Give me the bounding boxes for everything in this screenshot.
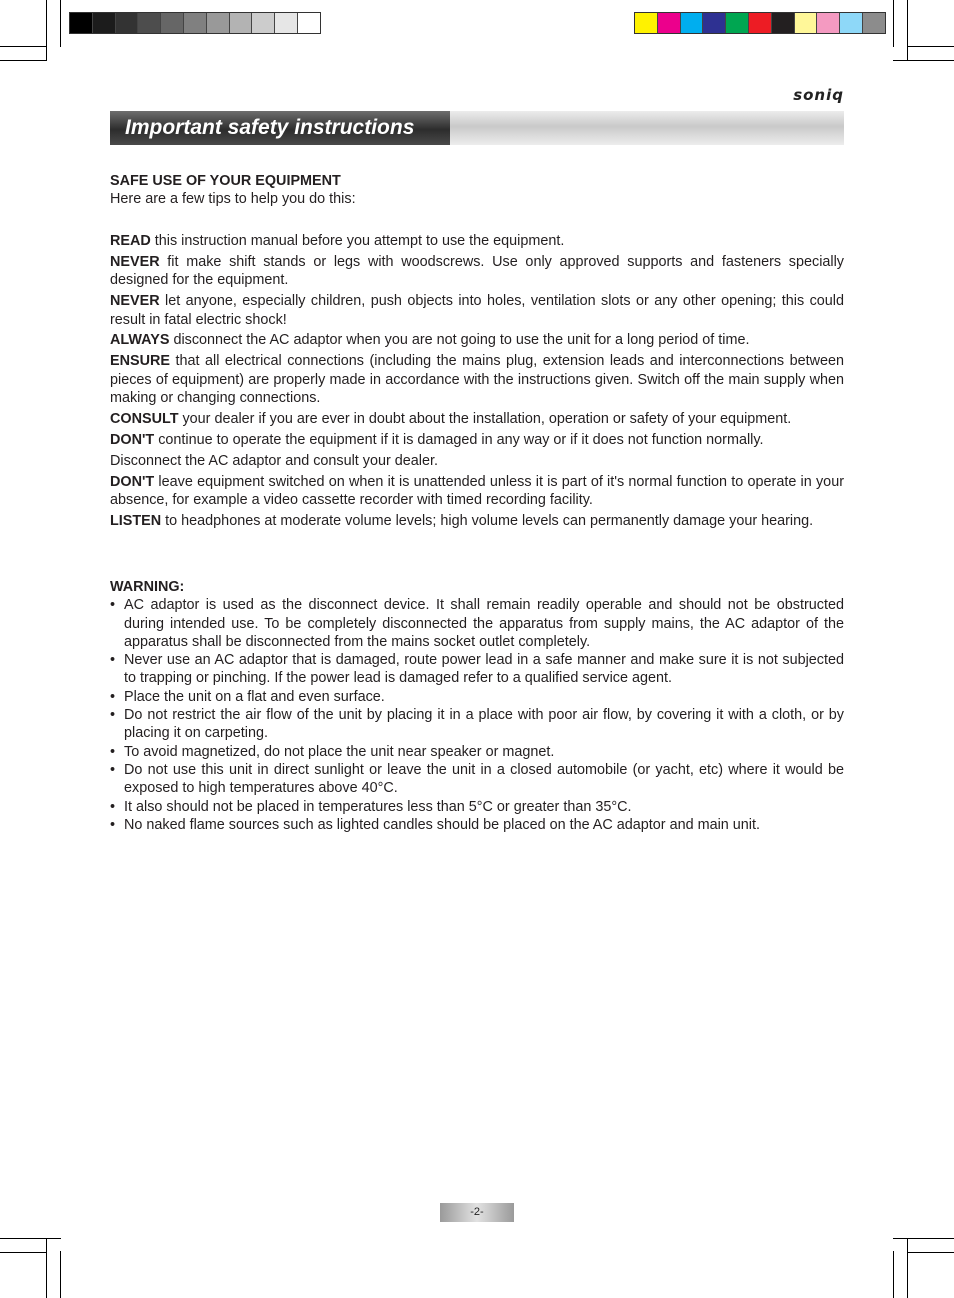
warning-item <box>110 596 844 651</box>
color-swatch <box>116 13 139 33</box>
crop-mark <box>893 0 894 47</box>
tip-text: let anyone, especially children, push objects into holes, ventilation slots or any other opening; this could result in fatal electric shock! <box>110 293 844 328</box>
tip-text: this instruction manual before you attempt to use the equipment. <box>150 233 565 250</box>
tip-keyword: DON'T <box>110 431 155 448</box>
warning-list <box>110 596 844 834</box>
crop-mark <box>907 1252 954 1253</box>
crop-mark <box>46 0 47 60</box>
tip-text: Disconnect the AC adaptor and consult your dealer. <box>110 452 438 469</box>
crop-mark <box>907 46 954 47</box>
crop-mark <box>0 60 47 61</box>
crop-mark <box>60 1251 61 1298</box>
crop-mark <box>0 1238 61 1239</box>
warning-text: To avoid magnetized, do not place the unit near speaker or magnet. <box>124 743 555 760</box>
page-title: Important safety instructions <box>125 116 415 139</box>
color-swatch <box>138 13 161 33</box>
safety-tip <box>110 292 844 329</box>
page-number: -2- <box>470 1206 484 1218</box>
color-swatch <box>161 13 184 33</box>
safety-tip <box>110 232 844 250</box>
warning-item <box>110 743 844 761</box>
safety-tip <box>110 473 844 510</box>
tip-keyword: CONSULT <box>110 410 179 427</box>
warning-text: AC adaptor is used as the disconnect device. It shall remain readily operable and should not be obstructed during intended use. To be completely disconnected the apparatus from supply mains, the AC adaptor of the apparatus shall be disconnected from the mains socket outlet completely. <box>124 597 844 650</box>
bullet-icon: • <box>110 688 116 705</box>
color-swatch <box>681 13 704 33</box>
safety-tip <box>110 331 844 349</box>
color-swatch <box>93 13 116 33</box>
warning-text: Never use an AC adaptor that is damaged, route power lead in a safe manner and make sure it is not subjected to trapping or pinching. If the power lead is damaged refer to a qualified service agent. <box>124 652 844 687</box>
crop-mark <box>60 0 61 47</box>
color-swatch <box>795 13 818 33</box>
bullet-icon: • <box>110 816 116 833</box>
color-swatch <box>230 13 253 33</box>
warning-item <box>110 706 844 743</box>
warning-text: No naked flame sources such as lighted candles should be placed on the AC adaptor and main unit. <box>124 816 760 833</box>
crop-mark <box>0 46 46 47</box>
color-swatch <box>703 13 726 33</box>
warning-item <box>110 816 844 834</box>
color-swatch <box>275 13 298 33</box>
section-heading: SAFE USE OF YOUR EQUIPMENT <box>110 173 341 189</box>
tip-keyword: NEVER <box>110 293 160 310</box>
crop-mark <box>893 60 954 61</box>
safety-tips-list <box>110 232 844 530</box>
tip-keyword: NEVER <box>110 254 160 271</box>
crop-mark <box>0 1252 46 1253</box>
grayscale-color-bar <box>69 12 321 34</box>
warning-text: It also should not be placed in temperatures less than 5°C or greater than 35°C. <box>124 798 632 815</box>
crop-mark <box>46 1238 47 1298</box>
warning-heading: WARNING: <box>110 578 185 595</box>
color-swatch <box>184 13 207 33</box>
color-swatch <box>863 13 885 33</box>
tip-keyword: ALWAYS <box>110 332 170 349</box>
warning-item <box>110 798 844 816</box>
color-swatch <box>70 13 93 33</box>
brand-logo: soniq <box>793 86 844 104</box>
color-swatch <box>749 13 772 33</box>
color-swatch <box>817 13 840 33</box>
safety-tip <box>110 410 844 428</box>
safety-tip <box>110 253 844 290</box>
tip-text: continue to operate the equipment if it is damaged in any way or if it does not function normally. <box>154 431 764 448</box>
warning-item <box>110 688 844 706</box>
tip-text: leave equipment switched on when it is unattended unless it is part of it's normal function to operate in your absence, for example a video cassette recorder with timed recording facility. <box>110 473 844 508</box>
bullet-icon: • <box>110 597 116 614</box>
warning-item <box>110 761 844 798</box>
crop-mark <box>893 1238 954 1239</box>
bullet-icon: • <box>110 798 116 815</box>
safety-tip <box>110 352 844 407</box>
tip-keyword: ENSURE <box>110 353 170 370</box>
tip-text: your dealer if you are ever in doubt about the installation, operation or safety of your equipment. <box>178 410 792 427</box>
tip-text: disconnect the AC adaptor when you are not going to use the unit for a long period of time. <box>169 332 750 349</box>
tip-text: to headphones at moderate volume levels; high volume levels can permanently damage your hearing. <box>161 512 814 529</box>
bullet-icon: • <box>110 761 116 778</box>
intro-text: Here are a few tips to help you do this: <box>110 191 356 208</box>
tip-keyword: DON'T <box>110 473 155 490</box>
color-swatch <box>298 13 320 33</box>
warning-item <box>110 651 844 688</box>
main-content <box>110 172 844 834</box>
crop-mark <box>907 1238 908 1298</box>
color-swatch <box>772 13 795 33</box>
tip-keyword: READ <box>110 233 151 250</box>
color-swatch <box>726 13 749 33</box>
cmyk-color-bar <box>634 12 886 34</box>
bullet-icon: • <box>110 743 116 760</box>
tip-keyword: LISTEN <box>110 512 162 529</box>
tip-text: that all electrical connections (including the mains plug, extension leads and interconnections between pieces of equipment) are properly made in accordance with the instructions given. Switch off the main supply when making or changing connections. <box>110 353 844 406</box>
bullet-icon: • <box>110 707 116 724</box>
color-swatch <box>840 13 863 33</box>
safety-tip <box>110 512 844 530</box>
color-swatch <box>252 13 275 33</box>
crop-mark <box>893 1251 894 1298</box>
color-swatch <box>658 13 681 33</box>
bullet-icon: • <box>110 652 116 669</box>
color-swatch <box>635 13 658 33</box>
color-swatch <box>207 13 230 33</box>
safety-tip <box>110 431 844 449</box>
crop-mark <box>907 0 908 60</box>
tip-text: fit make shift stands or legs with woodscrews. Use only approved supports and fasteners specially designed for the equipment. <box>110 254 844 289</box>
safety-tip <box>110 452 844 470</box>
warning-text: Do not restrict the air flow of the unit by placing it in a place with poor air flow, by covering it with a cloth, or by placing it on carpeting. <box>124 707 844 742</box>
warning-text: Do not use this unit in direct sunlight or leave the unit in a closed automobile (or yacht, etc) where it would be exposed to high temperatures above 40°C. <box>124 761 844 797</box>
warning-text: Place the unit on a flat and even surface. <box>124 688 385 705</box>
